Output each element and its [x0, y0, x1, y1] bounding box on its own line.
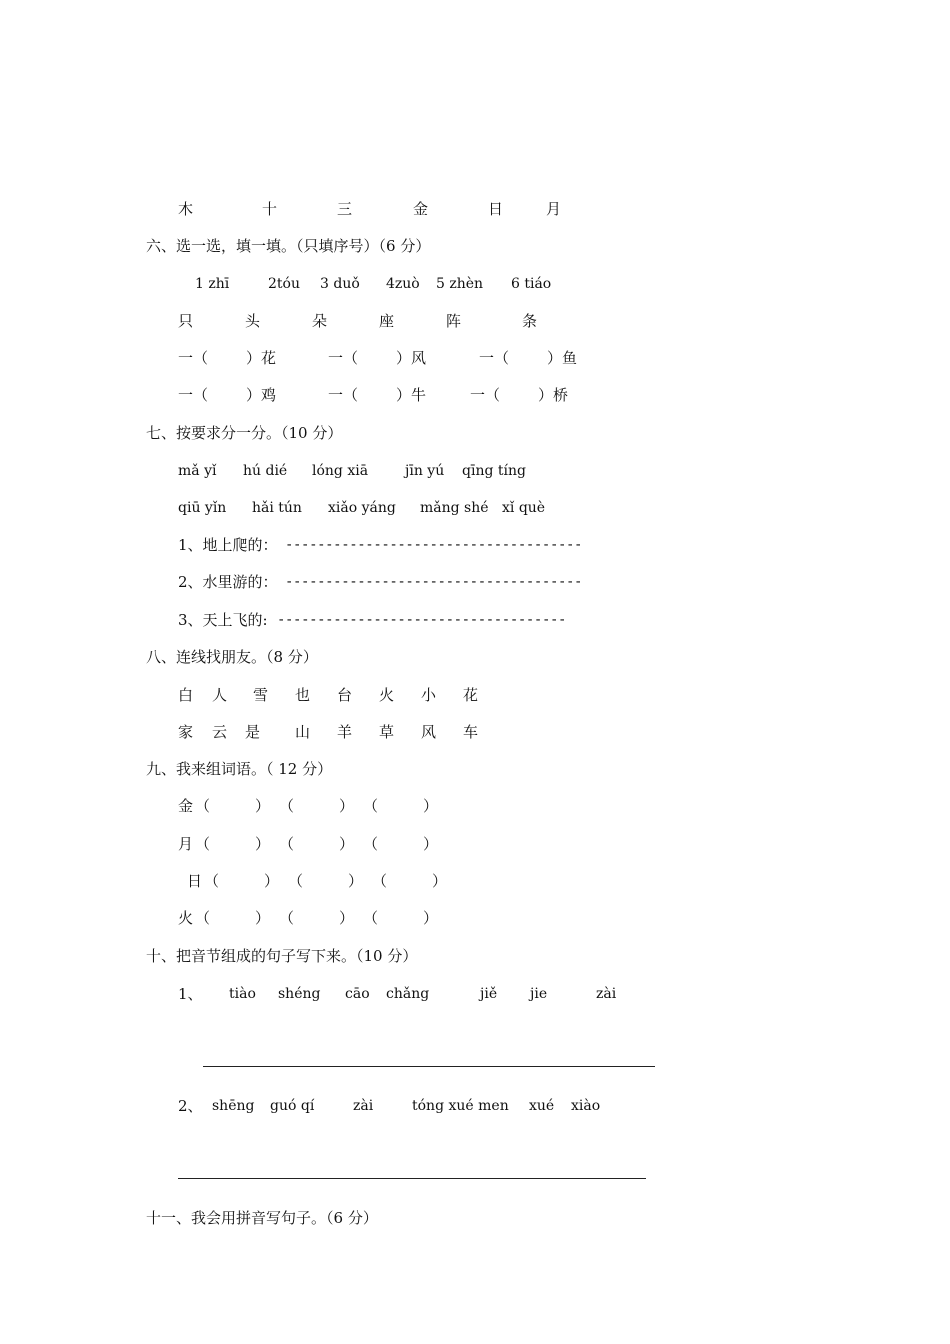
pinyin-word: hǎi tún: [252, 500, 302, 516]
pinyin-word: mǎng shé: [420, 500, 489, 516]
char-cell: 日: [488, 200, 504, 218]
pinyin-syllable: zài: [353, 1098, 374, 1114]
blank-close: ）: [423, 835, 439, 853]
blank-open: （: [195, 909, 211, 927]
fill-blank-close: ）鱼: [547, 349, 578, 367]
sentence-number: 1、: [178, 985, 203, 1003]
fill-blank-open: 一（: [328, 349, 359, 367]
pinyin-syllable: tiào: [229, 986, 256, 1002]
pinyin-syllable: shēng: [212, 1098, 255, 1114]
measure-word: 条: [522, 312, 538, 330]
pinyin-syllable: tóng xué men: [412, 1098, 509, 1114]
blank-close: ）: [255, 835, 271, 853]
match-char[interactable]: 羊: [337, 723, 353, 741]
measure-word: 阵: [446, 312, 462, 330]
pinyin-option: 1 zhī: [195, 276, 230, 292]
blank-open: （: [279, 835, 295, 853]
match-char[interactable]: 人: [212, 686, 228, 704]
blank-close: ）: [348, 872, 364, 890]
char-cell: 金: [413, 200, 429, 218]
pinyin-syllable: jiě: [480, 986, 498, 1002]
match-char[interactable]: 风: [421, 723, 437, 741]
match-char[interactable]: 雪: [253, 686, 269, 704]
base-char: 月: [178, 835, 194, 853]
section-7-title: 七、按要求分一分。（10 分）: [146, 424, 343, 442]
fill-blank-close: ）花: [246, 349, 277, 367]
blank-close: ）: [339, 909, 355, 927]
fill-blank-open: 一（: [328, 386, 359, 404]
match-char[interactable]: 也: [295, 686, 311, 704]
answer-line[interactable]: -------------------------------------: [285, 537, 583, 553]
pinyin-option: 5 zhèn: [436, 276, 484, 292]
sentence-number: 2、: [178, 1097, 203, 1115]
pinyin-word: xǐ què: [502, 500, 546, 516]
pinyin-option: 6 tiáo: [511, 276, 552, 292]
blank-open: （: [363, 797, 379, 815]
char-cell: 十: [262, 200, 278, 218]
section-10-title: 十、把音节组成的句子写下来。（10 分）: [146, 947, 418, 965]
pinyin-syllable: jie: [530, 986, 548, 1002]
base-char: 金: [178, 797, 194, 815]
measure-word: 朵: [312, 312, 328, 330]
blank-open: （: [279, 909, 295, 927]
blank-close: ）: [264, 872, 280, 890]
base-char: 火: [178, 909, 194, 927]
measure-word: 只: [178, 312, 194, 330]
measure-word: 头: [245, 312, 261, 330]
pinyin-word: lóng xiā: [312, 463, 369, 479]
pinyin-syllable: cāo: [345, 986, 370, 1002]
blank-open: （: [372, 872, 388, 890]
blank-open: （: [195, 835, 211, 853]
pinyin-option: 3 duǒ: [320, 276, 360, 292]
fill-blank-open: 一（: [178, 386, 209, 404]
blank-close: ）: [339, 835, 355, 853]
pinyin-option: 2tóu: [268, 276, 300, 292]
match-char[interactable]: 花: [463, 686, 479, 704]
char-cell: 月: [546, 200, 562, 218]
blank-close: ）: [423, 909, 439, 927]
pinyin-word: qīng tíng: [462, 463, 526, 479]
answer-line[interactable]: ------------------------------------: [277, 612, 567, 628]
section-6-title: 六、选一选，填一填。（只填序号）（6 分）: [146, 237, 431, 255]
match-char[interactable]: 是: [245, 723, 261, 741]
answer-line[interactable]: [203, 1066, 655, 1067]
blank-open: （: [363, 909, 379, 927]
blank-open: （: [279, 797, 295, 815]
blank-open: （: [195, 797, 211, 815]
pinyin-word: hú dié: [243, 463, 288, 479]
base-char: 日: [187, 872, 203, 890]
blank-close: ）: [423, 797, 439, 815]
fill-blank-open: 一（: [470, 386, 501, 404]
answer-line[interactable]: [178, 1178, 646, 1179]
char-cell: 三: [337, 200, 353, 218]
pinyin-syllable: xiào: [571, 1098, 601, 1114]
section-11-title: 十一、我会用拼音写句子。（6 分）: [146, 1209, 378, 1227]
answer-line[interactable]: -------------------------------------: [285, 574, 583, 590]
fill-blank-close: ）桥: [538, 386, 569, 404]
char-cell: 木: [178, 200, 194, 218]
section-8-title: 八、连线找朋友。（8 分）: [146, 648, 318, 666]
match-char[interactable]: 车: [463, 723, 479, 741]
pinyin-word: qiū yǐn: [178, 500, 227, 516]
blank-close: ）: [339, 797, 355, 815]
blank-close: ）: [432, 872, 448, 890]
match-char[interactable]: 小: [421, 686, 437, 704]
fill-blank-close: ）鸡: [246, 386, 277, 404]
match-char[interactable]: 草: [379, 723, 395, 741]
blank-open: （: [363, 835, 379, 853]
pinyin-syllable: shéng: [278, 986, 321, 1002]
category-label: 1、地上爬的：: [178, 536, 278, 554]
pinyin-syllable: guó qí: [270, 1098, 315, 1114]
blank-close: ）: [255, 909, 271, 927]
match-char[interactable]: 家: [178, 723, 194, 741]
blank-open: （: [288, 872, 304, 890]
pinyin-syllable: xué: [529, 1098, 555, 1114]
match-char[interactable]: 台: [337, 686, 353, 704]
fill-blank-close: ）牛: [396, 386, 427, 404]
fill-blank-open: 一（: [479, 349, 510, 367]
pinyin-word: mǎ yǐ: [178, 463, 217, 479]
match-char[interactable]: 山: [295, 723, 311, 741]
measure-word: 座: [379, 312, 395, 330]
fill-blank-open: 一（: [178, 349, 209, 367]
pinyin-syllable: chǎng: [386, 986, 430, 1002]
blank-close: ）: [255, 797, 271, 815]
match-char[interactable]: 云: [212, 723, 228, 741]
category-label: 3、天上飞的:: [178, 611, 268, 629]
pinyin-syllable: zài: [596, 986, 617, 1002]
blank-open: （: [204, 872, 220, 890]
fill-blank-close: ）风: [396, 349, 427, 367]
pinyin-word: jīn yú: [405, 463, 445, 479]
section-9-title: 九、我来组词语。（ 12 分）: [146, 760, 333, 778]
match-char[interactable]: 白: [178, 686, 194, 704]
match-char[interactable]: 火: [379, 686, 395, 704]
category-label: 2、水里游的：: [178, 573, 278, 591]
pinyin-word: xiǎo yáng: [328, 500, 396, 516]
pinyin-option: 4zuò: [386, 276, 420, 292]
